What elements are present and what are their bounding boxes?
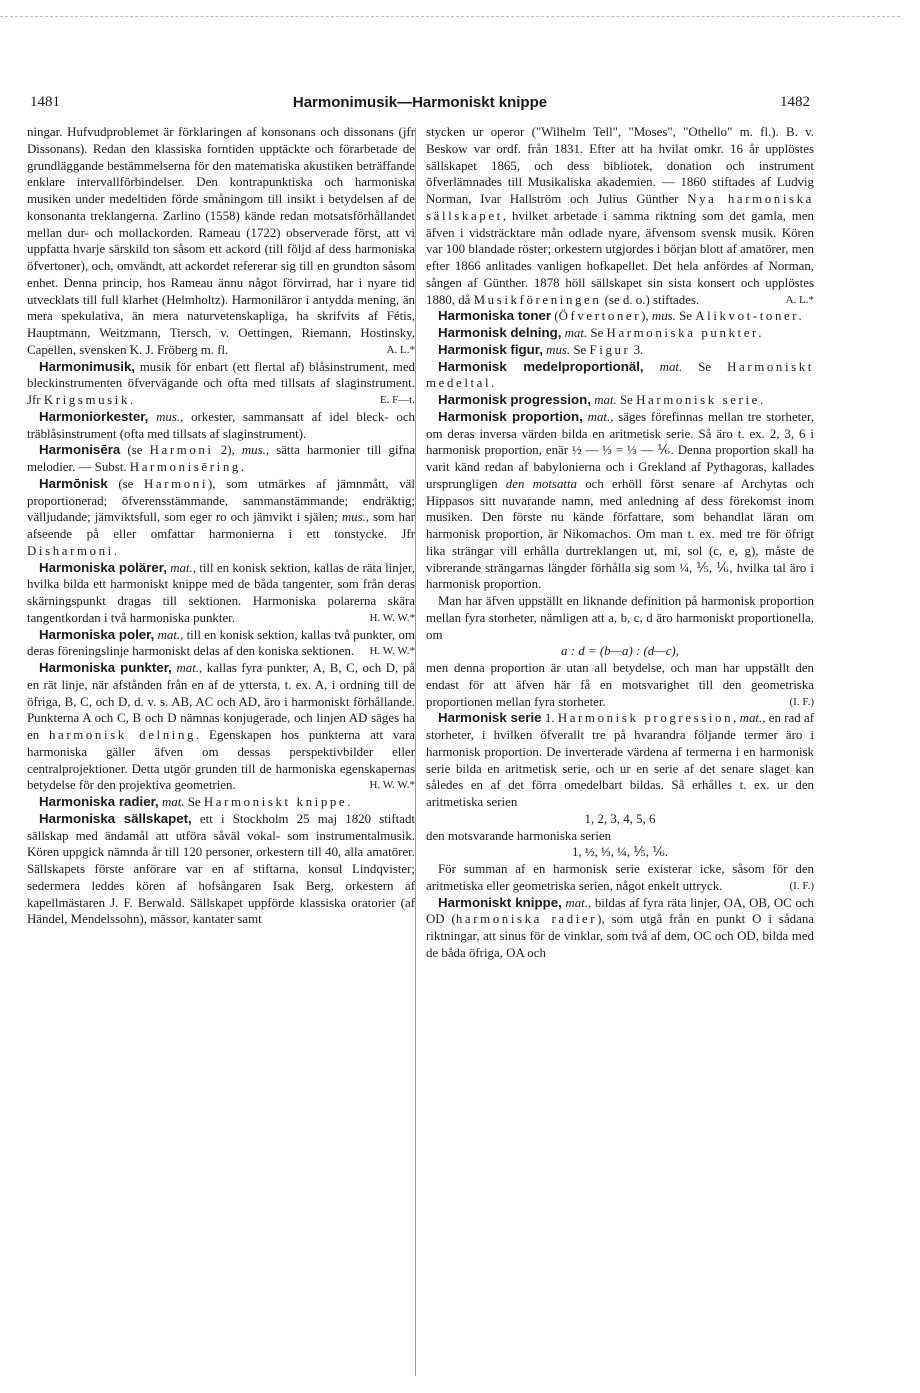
page-header <box>30 94 810 116</box>
entry-harmonisera: Harmonisēra (se Harmoni 2), mus., sätta harmonier till gifna melodier. — Subst. Harmonisēring. <box>27 442 415 474</box>
entry-harmonisk-proportion: Harmonisk proportion, mat., säges förefinnas mellan tre storheter, om deras inversa värden bilda en aritmetisk serie. Så äro t. ex. 2, 3, 6 i harmonisk proportion, enär ½ — ⅓ = ⅓ — ⅙. Denna proportion skall ha varit känd redan af babylonierna och i Grekland af Pythagoras, kallades ursprungligen den motsatta och erhöll först senare af Archytas och Hippasos sitt nuvarande namn, med anledning af dess förekomst inom musiken. Den förste nu kände författare, som behandlat läran om harmonisk proportion, är Nikomachos. Om man t. ex. med tre för öfrigt lika strängar vill erhålla durtreklangen ut, mi, sol (c, e, g), måste de vibrerande strängarnas längder förhålla sig som ¼, ⅕, ⅙, hvilka tal äro i harmonisk proportion. <box>426 408 815 592</box>
right-column <box>426 124 814 962</box>
harmonisk-proportion-conclusion: men denna proportion är utan all betydelse, och man har uppställt den endast för att äfven här få en motsvarighet till den geometriska proportionen mellan fyra storheter. (I. F.) <box>426 661 814 709</box>
entry-harmoniska-sallskapet: Harmoniska sällskapet, ett i Stockholm 25 maj 1820 stiftadt sällskap med ändamål att utföra såväl vokal- som instrumentalmusik. Kören uppgick nämnda år till 120 personer, orkestern till 40, alla amatörer. Sällskapets förste anförare var en af stiftarna, konsul Lindqvister; sedermera leddes kören af hofsångaren Isak Berg, orkestern af kapellmästaren J. F. Berwald. Sällskapet uppförde klassiska oratorier (af Händel, Mendelssohn), mässor, kantater samt <box>27 810 415 927</box>
harmonic-series: 1, ½, ⅓, ¼, ⅕, ⅙. <box>572 845 668 860</box>
entry-harmoniorkester: Harmoniorkester, mus., orkester, sammansatt af idel bleck- och träblåsinstrument (ofta med tillsats af slaginstrument). <box>27 408 415 441</box>
column-divider <box>415 128 416 1376</box>
entry-harmonisk-serie: Harmonisk serie 1. Harmonisk progression, mat., en rad af storheter, i hvilken öfverallt tre på hvarandra följande termer äro i harmonisk proportion. De inverterade värdena af termerna i en harmonisk serie bilda en aritmetisk serie, och ur en serie af det senare slaget kan således en af det förra omedelbart bildas. Så erhålles t. ex. ur den aritmetiska serien <box>426 710 814 809</box>
harmonisk-proportion-four-quantities: Man har äfven uppställt en liknande definition på harmonisk proportion mellan fyra storheter, nämligen att a, b, c, d äro harmoniskt proportionella, om <box>426 594 814 642</box>
arithmetic-series: 1, 2, 3, 4, 5, 6 <box>584 811 656 826</box>
page-number-right: 1482 <box>780 94 810 110</box>
entry-harmonisk-delning: Harmonisk delning, mat. Se Harmoniska punkter. <box>438 325 765 340</box>
entry-harmoniska-toner: Harmoniska toner (Öfvertoner), mus. Se Alikvot-toner. <box>438 308 805 324</box>
entry-harmoniskt-knippe: Harmoniskt knippe, mat., bildas af fyra räta linjer, OA, OB, OC och OD (harmoniska radier), som utgå från en punkt O i sådana riktningar, att sinus för de vinklar, som två af dem, OC och OD, bilda med de båda öfriga, OA och <box>426 894 814 960</box>
page-top-rule <box>0 16 900 17</box>
page-number-left: 1481 <box>30 94 60 110</box>
entry-harmonisk-medelproportional: Harmonisk medelproportionäl, mat. Se Harmoniskt medeltal. <box>426 358 814 391</box>
entry-harmoniska-polarer: Harmoniska polärer, mat., till en konisk sektion, kallas de räta linjer, hvilka bilda ett harmoniskt knippe med de båda tangenter, som från deras skärningspunkt dragas till sektionen. Harmoniska polarerna skära tangentkordan i två harmoniska punkter. H. W. W.* <box>27 559 415 625</box>
paragraph-continuation: ningar. Hufvudproblemet är förklaringen af konsonans och dissonans (jfr Dissonans). Redan den klassiska forntiden upptäckte och förarbetade de grundläggande bestämmelserna för den matematiska akustiken beträffande enklare intervallförbindelser. Den kontrapunktiska och harmoniska musiken under medeltiden förde småningom till insikt i betydelsen af de konsonanta treklangerna. Zarlino (1558) kände redan motsatsförhållandet mellan dur- och mollackorden. Rameau (1722) observerade först, att vi uppfatta hvarje särskild ton såsom ett ackord (till följd af dess harmoniska öfvertoner), och, omvändt, att ackordet refererar sig till en grundton såsom enhet. Denna princip, hos Rameau ännu något förvirrad, har i nyare tid utvecklats till full klarhet (Helmholtz). Harmoniläror i antydda mening, än mera spekulativa, än mera naturvetenskapliga, ha skrifvits af Fétis, Hauptmann, Weitzmann, Tiersch, v. Oettingen, Riemann, Hostinsky, Capellen, svensken K. J. Fröberg m. fl. A. L.* <box>27 125 415 357</box>
entry-harmoniska-punkter: Harmoniska punkter, mat., kallas fyra punkter, A, B, C, och D, på en rät linje, när afstånden från en af de yttersta, t. ex. A, i ordning till de öfriga, B, C, och D, d. v. s. AB, AC och AD, äro i harmoniskt förhållande. Punkterna A och C, B och D nämnas konjugerade, och linjen AD säges ha en harmonisk delning. Egenskapen hos punkterna att vara harmoniska gäller äfven om dessas perspektivbilder eller centralprojektioner. Detta utgör grunden till de harmoniska egenskapernas betydelse för den projektiva geometrien. H. W. W.* <box>27 660 416 793</box>
entry-harmoniska-poler: Harmoniska poler, mat., till en konisk sektion, kallas två punkter, om deras föreningslinje harmoniskt delas af den koniska sektionen. H. W. W.* <box>27 626 415 659</box>
entry-harmonimusik: Harmonimusik, musik för enbart (ett flertal af) blåsinstrument, med bleckinstrumenten öfvervägande och ofta med tillsats af slaginstrument. Jfr Krigsmusik. E. F—t. <box>27 358 415 407</box>
harmonic-series-sum-note: För summan af en harmonisk serie existerar icke, såsom för den aritmetiska eller geometriska serien, något enkelt uttryck. (I. F.) <box>426 862 814 893</box>
proportion-equation: a : d = (b—a) : (d—c), <box>561 644 679 659</box>
entry-harmonisk-progression: Harmonisk progression, mat. Se Harmonisk serie. <box>438 392 766 407</box>
paragraph-continuation: stycken ur operor ("Wilhelm Tell", "Moses", "Othello" m. fl.). B. v. Beskow var ordf. från 1831. Efter att ha hvilat omkr. 16 år upplöstes sällskapet 1865, och dess bibliotek, donation och instrument öfverlämnades till Musikaliska akademien. — 1860 stiftades af Ludvig Norman, Ivar Hallström och Julius Günther Nya harmoniska sällskapet, hvilket arbetade i samma riktning som det gamla, men äfven i vidsträcktare mån odlade nyare, äfvensom svensk musik. Kören var 100 blandade röster; orkestern utgjordes i början blott af amatörer, men efter 1866 anlitades vanligen hofkapellet. Det hela anfördes af Norman, sången af Günther. 1878 höll sällskapet sin sista konsert och upplöstes 1880, då Musikföreningen (se d. o.) stiftades. A. L.* <box>426 125 814 307</box>
left-column <box>27 124 415 928</box>
running-title: Harmonimusik—Harmoniskt knippe <box>292 94 548 111</box>
entry-harmonisk-figur: Harmonisk figur, mus. Se Figur 3. <box>438 341 644 357</box>
entry-harmoniska-radier: Harmoniska radier, mat. Se Harmoniskt knippe. <box>39 794 354 809</box>
entry-harmonisk: Harmōnisk (se Harmoni), som utmärkes af jämnmått, väl proportionerad; öfverensstämmande, sammanstämmande; endräktig; välljudande; jämviktsfull, som eger ro och jämvikt i själen; mus., som har afseende på eller omfattar harmonierna i ett tonstycke. Jfr Disharmoni. <box>27 475 415 558</box>
harmonic-series-intro: den motsvarande harmoniska serien <box>426 828 612 843</box>
